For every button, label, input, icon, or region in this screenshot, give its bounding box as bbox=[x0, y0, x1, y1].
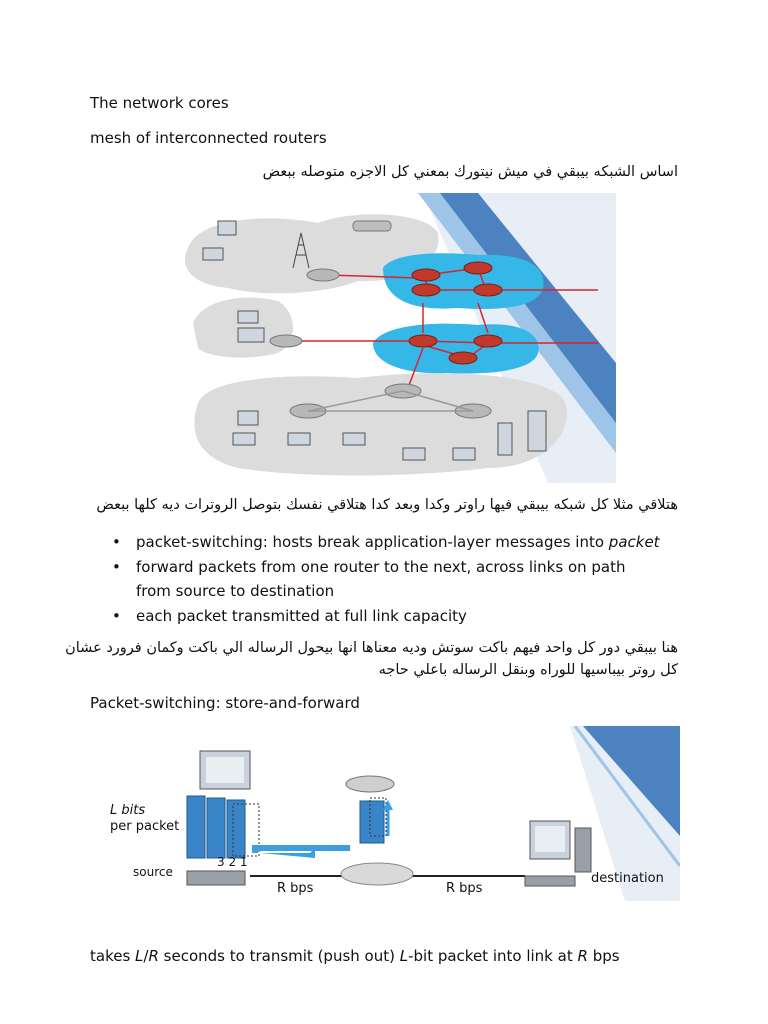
packet-numbers-label: 3 2 1 bbox=[217, 855, 248, 869]
footer-L2: L bbox=[399, 947, 409, 965]
footer-text: bps bbox=[587, 947, 620, 965]
bullet-emphasis: packet bbox=[608, 533, 660, 551]
arabic-note-2: هتلاقي مثلا كل شبكه بيبقي فيها راوتر وكدا وبعد كدا هتلاقي نفسك بتوصل الروترات ديه كلها ببعض bbox=[96, 497, 678, 513]
footer-text: takes bbox=[90, 947, 136, 965]
footer-R2: R bbox=[577, 947, 588, 965]
footer-text: -bit packet into link at bbox=[408, 947, 578, 965]
l-bits-label: L bits bbox=[110, 803, 146, 818]
footer-slash: / bbox=[143, 947, 149, 965]
page-heading: The network cores bbox=[90, 94, 229, 112]
arabic-note-3b: كل روتر بيباسيها للوراه وبنقل الرساله باعلي حاجه bbox=[378, 662, 678, 678]
destination-label: destination bbox=[591, 871, 664, 886]
subheading: mesh of interconnected routers bbox=[90, 129, 327, 147]
footer-line bbox=[90, 946, 620, 966]
bullet-text: each packet transmitted at full link capacity bbox=[136, 606, 467, 625]
rate-label-2: R bps bbox=[446, 881, 483, 896]
bullet-text: packet-switching: hosts break application-layer messages into bbox=[136, 533, 609, 551]
source-label: source bbox=[133, 865, 173, 879]
arabic-note-1: اساس الشبكه بيبقي في ميش نيتورك بمعني كل الاجزه متوصله ببعض bbox=[262, 164, 678, 180]
footer-text: seconds to transmit (push out) bbox=[158, 947, 400, 965]
bullet-list bbox=[112, 530, 672, 628]
footer-R: R bbox=[148, 947, 159, 965]
network-core-figure bbox=[178, 193, 616, 483]
store-forward-figure bbox=[105, 726, 680, 901]
section-title: Packet-switching: store-and-forward bbox=[90, 694, 360, 712]
rate-label-1: R bps bbox=[277, 881, 314, 896]
bullet-item bbox=[112, 555, 636, 604]
arabic-note-3a: هنا بيبقي دور كل واحد فيهم باكت سوتش وديه معناها انها بيحول الرساله الي باكت وكمان فرورد عشان bbox=[65, 640, 678, 656]
bullet-item bbox=[112, 604, 672, 629]
bullet-text: forward packets from one router to the next, across links on path from source to destination bbox=[136, 557, 626, 600]
per-packet-label: per packet bbox=[110, 819, 180, 834]
footer-L: L bbox=[135, 947, 144, 965]
bullet-item bbox=[112, 530, 672, 555]
